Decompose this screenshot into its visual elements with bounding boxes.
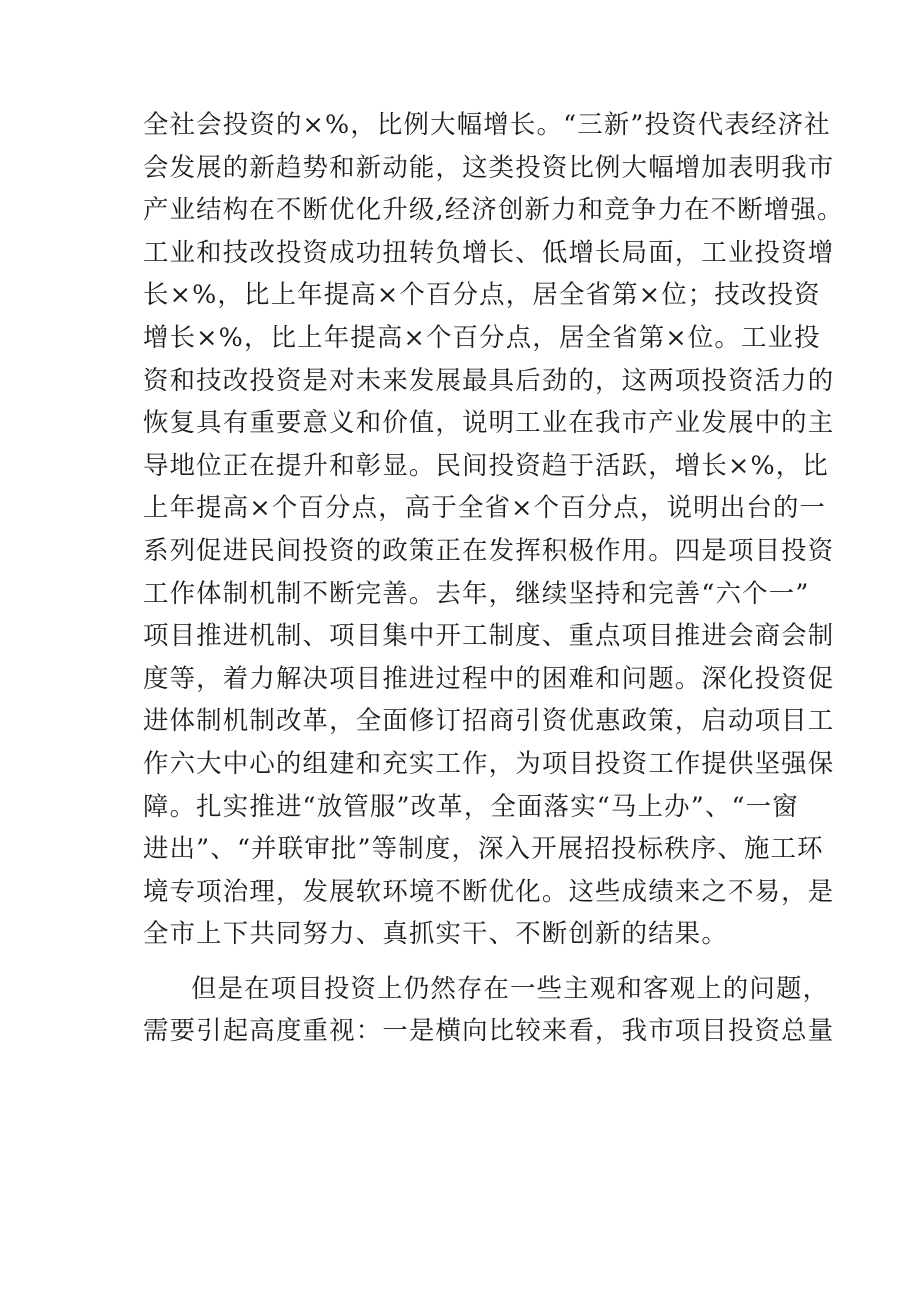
text-line: 长×%，比上年提高×个百分点，居全省第×位；技改投资 (143, 279, 821, 310)
text-line: 障。扎实推进“放管服”改革，全面落实“马上办”、“一窗 (143, 790, 799, 821)
text-line: 作六大中心的组建和充实工作，为项目投资工作提供坚强保 (143, 747, 835, 778)
text-line: 上年提高×个百分点，高于全省×个百分点，说明出台的一 (143, 492, 827, 523)
text-line: 资和技改投资是对未来发展最具后劲的，这两项投资活力的 (143, 364, 835, 395)
paragraph-2 (143, 967, 835, 1052)
text-line: 进体制机制改革，全面修订招商引资优惠政策，启动项目工 (143, 705, 835, 736)
text-line: 产业结构在不断优化升级,经济创新力和竞争力在不断增强。 (143, 194, 844, 225)
text-line: 导地位正在提升和彰显。民间投资趋于活跃，增长×%，比 (143, 449, 829, 480)
text-line: 度等，着力解决项目推进过程中的困难和问题。深化投资促 (143, 662, 835, 693)
text-line: 工业和技改投资成功扭转负增长、低增长局面，工业投资增 (143, 236, 835, 267)
text-line: 工作体制机制不断完善。去年，继续坚持和完善“六个一” (143, 577, 810, 608)
text-line: 进出”、“并联审批”等制度，深入开展招投标秩序、施工环 (143, 833, 824, 864)
text-line: 增长×%，比上年提高×个百分点，居全省第×位。工业投 (143, 321, 821, 352)
text-line: 恢复具有重要意义和价值，说明工业在我市产业发展中的主 (143, 407, 835, 438)
text-line: 项目推进机制、项目集中开工制度、重点项目推进会商会制 (143, 620, 835, 651)
body-text (143, 103, 844, 1052)
paragraph-1 (143, 103, 844, 955)
text-line: 全市上下共同努力、真抓实干、不断创新的结果。 (143, 918, 728, 949)
paragraph-gap (143, 955, 783, 967)
text-line: 全社会投资的×%，比例大幅增长。“三新”投资代表经济社 (143, 109, 831, 139)
text-line: 但是在项目投资上仍然存在一些主观和客观上的问题， (191, 972, 830, 1003)
text-line: 境专项治理，发展软环境不断优化。这些成绩来之不易，是 (143, 875, 835, 906)
text-line: 会发展的新趋势和新动能，这类投资比例大幅增加表明我市 (143, 151, 835, 182)
text-line: 系列促进民间投资的政策正在发挥积极作用。四是项目投资 (143, 534, 835, 565)
text-line: 需要引起高度重视：一是横向比较来看，我市项目投资总量 (143, 1015, 835, 1046)
